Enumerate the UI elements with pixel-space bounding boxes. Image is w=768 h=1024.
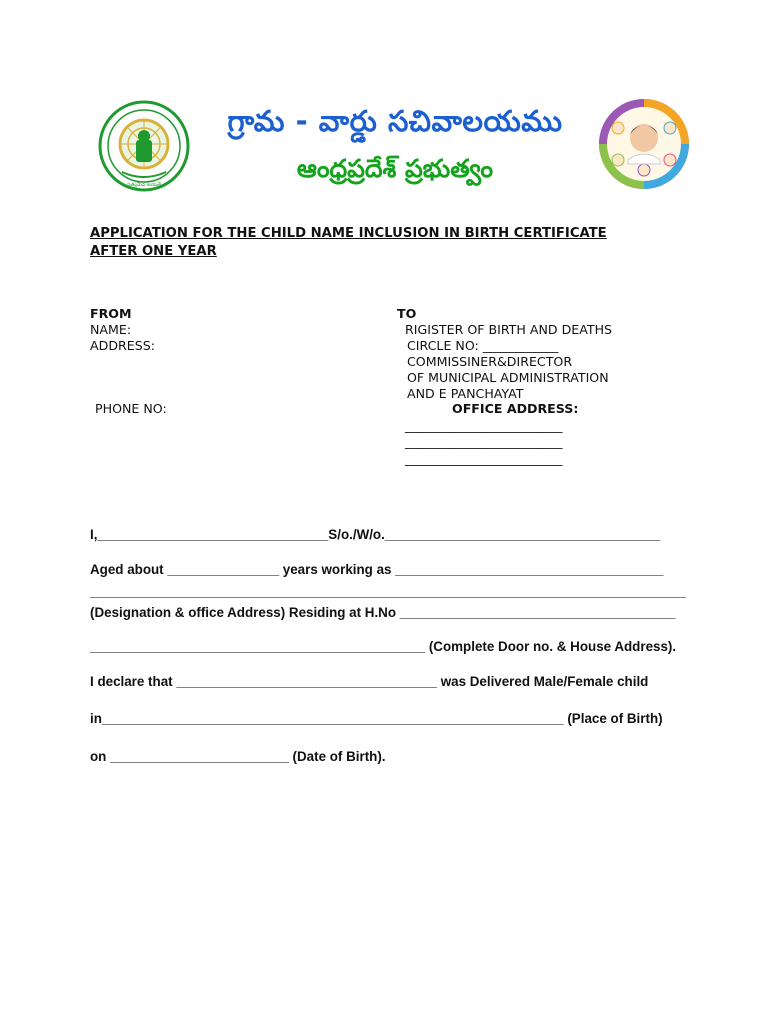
declaration-line-place-of-birth: in______________________________________________________________ (Place of Birth) bbox=[90, 711, 663, 726]
declaration-line-age-occupation: Aged about _______________ years working as ____________________________________ bbox=[90, 562, 664, 577]
from-phone-label: PHONE NO: bbox=[95, 401, 167, 416]
declaration-line-house-address: _____________________________________________ (Complete Door no. & House Address). bbox=[90, 639, 677, 654]
to-commissioner-line: COMMISSINER&DIRECTOR bbox=[407, 354, 573, 369]
gram-ward-sachivalayam-title: గ్రామ - వార్డు సచివాలయము bbox=[227, 104, 563, 138]
declaration-line-delivery: I declare that ___________________________________ was Delivered Male/Female child bbox=[90, 674, 649, 689]
form-title-line2: AFTER ONE YEAR bbox=[90, 244, 217, 259]
andhra-pradesh-emblem-icon bbox=[98, 100, 190, 192]
declaration-line-applicant: I,_______________________________S/o./W/o._____________________________________ bbox=[90, 527, 661, 542]
declaration-line-date-of-birth: on ________________________ (Date of Birth). bbox=[90, 749, 386, 764]
office-address-blank-2: _________________________ bbox=[405, 434, 563, 449]
welfare-schemes-circle-logo-icon bbox=[598, 98, 690, 190]
emblem-motto: సత్యమేవ జయతే bbox=[126, 182, 162, 188]
to-registrar-line: RIGISTER OF BIRTH AND DEATHS bbox=[405, 322, 613, 337]
from-name-label: NAME: bbox=[90, 322, 132, 337]
declaration-line-designation: (Designation & office Address) Residing at H.No _____________________________________ bbox=[90, 605, 676, 620]
to-municipal-line: OF MUNICIPAL ADMINISTRATION bbox=[407, 370, 609, 385]
from-heading: FROM bbox=[90, 306, 132, 321]
declaration-line-blank: ________________________________________________________________________________ bbox=[90, 584, 686, 599]
office-address-heading: OFFICE ADDRESS: bbox=[452, 401, 579, 416]
form-title-line1: APPLICATION FOR THE CHILD NAME INCLUSION IN BIRTH CERTIFICATE bbox=[90, 226, 607, 241]
form-title bbox=[90, 225, 690, 261]
to-panchayat-line: AND E PANCHAYAT bbox=[407, 386, 524, 401]
to-heading: TO bbox=[397, 306, 417, 321]
office-address-blank-1: _________________________ bbox=[405, 418, 563, 433]
from-address-label: ADDRESS: bbox=[90, 338, 155, 353]
letterhead-banner bbox=[90, 96, 694, 204]
andhra-pradesh-government-subtitle: ఆంధ్రప్రదేశ్ ప్రభుత్వం bbox=[296, 154, 494, 183]
to-circle-no-line: CIRCLE NO: ____________ bbox=[407, 338, 559, 353]
office-address-blank-3: _________________________ bbox=[405, 451, 563, 466]
